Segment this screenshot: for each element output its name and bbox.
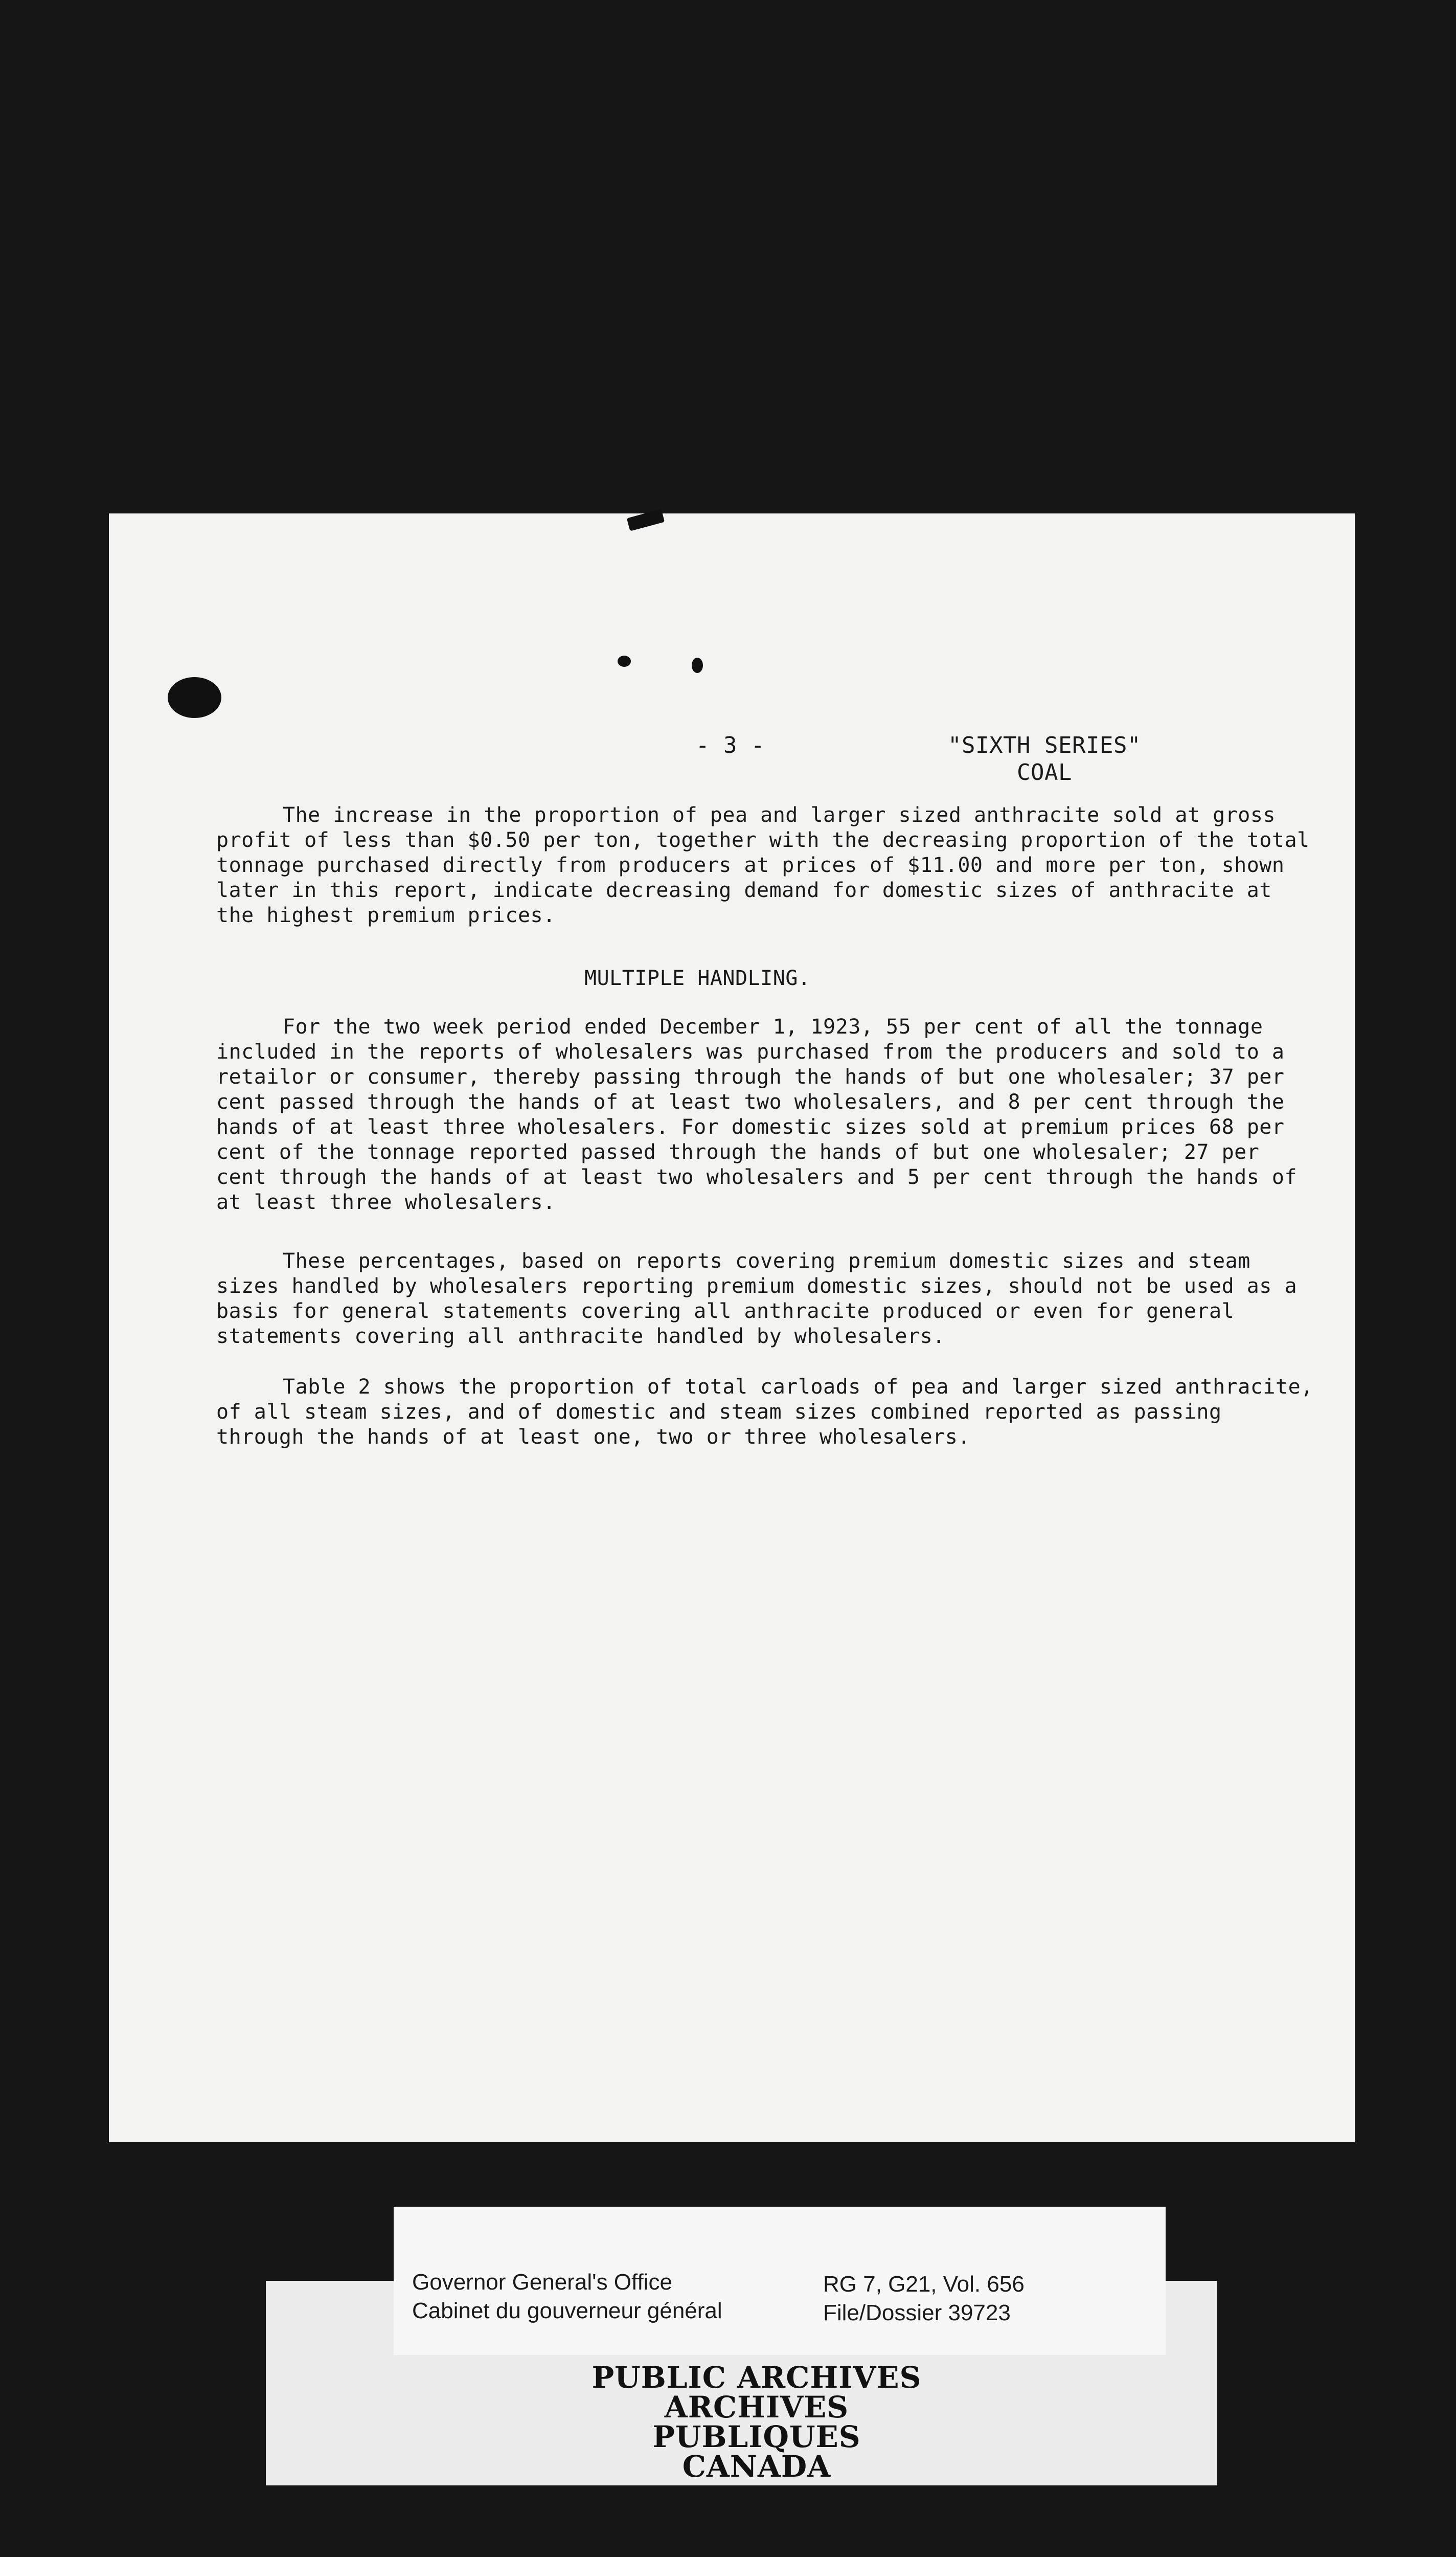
office-name-en: Governor General's Office: [412, 2270, 672, 2295]
paragraph-3: These percentages, based on reports covering premium domestic sizes and steam sizes handled by wholesalers reporting premium domestic sizes, should not be used as a basis for general statements covering all anthracite produced or even for general statements covering all anthracite handled by wholesalers.: [216, 1249, 1298, 1348]
office-name-fr: Cabinet du gouverneur général: [412, 2298, 722, 2323]
punch-hole-mark: [168, 677, 221, 718]
document-page: [109, 513, 1355, 2142]
series-title: "SIXTH SERIES": [948, 732, 1141, 758]
paragraph-2: For the two week period ended December 1, 1923, 55 per cent of all the tonnage included in the reports of wholesalers was purchased from the producers and sold to a retailor or consumer, thereby passing through the hands of but one wholesaler; 37 per cent passed through the hands of at least two wholesalers, and 8 per cent through the hands of at least three wholesalers. For domestic sizes sold at premium prices 68 per cent of the tonnage reported passed through the hands of but one wholesaler; 27 per cent through the hands of at least two wholesalers and 5 per cent through the hands of at least three wholesalers.: [216, 1015, 1298, 1214]
archive-reference: [823, 2270, 1025, 2327]
stamp-line-2: ARCHIVES PUBLIQUES: [652, 2390, 861, 2454]
stamp-line-1: PUBLIC ARCHIVES: [592, 2360, 922, 2395]
page-number: - 3 -: [696, 732, 765, 758]
series-subtitle: COAL: [1017, 759, 1072, 786]
public-archives-stamp: [578, 2360, 936, 2484]
section-heading: MULTIPLE HANDLING.: [584, 967, 811, 990]
archive-label: [394, 2207, 1166, 2355]
reference-file: File/Dossier 39723: [823, 2300, 1011, 2325]
stamp-line-3: CANADA: [682, 2449, 831, 2484]
paragraph-1: The increase in the proportion of pea and larger sized anthracite sold at gross profit of less than $0.50 per ton, together with the decreasing proportion of the total tonnage purchased directly from producers at prices of $11.00 and more per ton, shown later in this report, indicate decreasing demand for domestic sizes of anthracite at the highest premium prices.: [216, 803, 1310, 927]
reference-volume: RG 7, G21, Vol. 656: [823, 2272, 1025, 2297]
ink-mark: [618, 656, 631, 667]
ink-mark: [692, 658, 703, 673]
office-name: [412, 2268, 722, 2325]
paragraph-4: Table 2 shows the proportion of total carloads of pea and larger sized anthracite, of all steam sizes, and of domestic and steam sizes combined reported as passing through the hands of at least one, two or three wholesalers.: [216, 1375, 1313, 1449]
series-header: [937, 732, 1152, 787]
staple-mark: [627, 509, 665, 531]
